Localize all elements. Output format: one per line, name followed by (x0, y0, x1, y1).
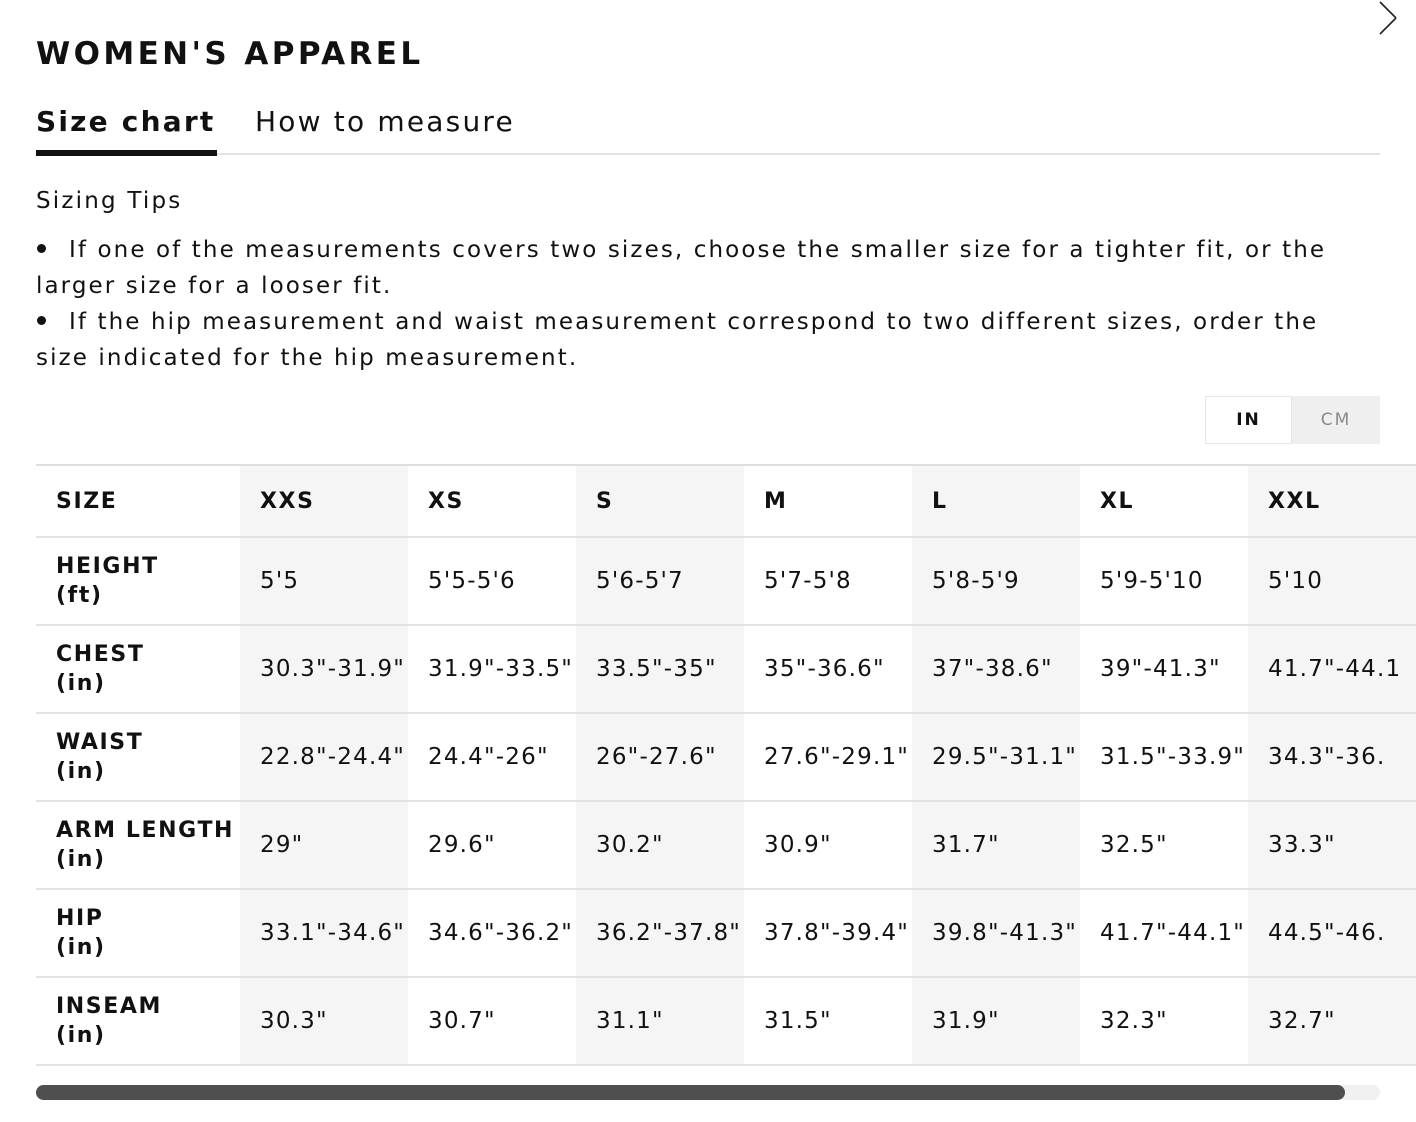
table-cell: 24.4"-26" (408, 713, 576, 801)
size-table (36, 464, 1416, 1066)
table-cell: 30.7" (408, 977, 576, 1065)
table-cell: 31.1" (576, 977, 744, 1065)
column-header: XXS (240, 465, 408, 537)
table-cell: 29.6" (408, 801, 576, 889)
table-cell: 31.5" (744, 977, 912, 1065)
row-header (36, 889, 240, 977)
row-unit: (in) (56, 847, 106, 872)
table-row (36, 625, 1416, 713)
table-cell: 27.6"-29.1" (744, 713, 912, 801)
row-label: HEIGHT (56, 554, 159, 579)
table-cell: 31.9" (912, 977, 1080, 1065)
column-header: XL (1080, 465, 1248, 537)
table-cell: 30.3" (240, 977, 408, 1065)
table-row (36, 537, 1416, 625)
table-cell: 36.2"-37.8" (576, 889, 744, 977)
table-cell: 39.8"-41.3" (912, 889, 1080, 977)
table-header-row (36, 465, 1416, 537)
tip-item (36, 304, 1380, 376)
close-icon (1376, 0, 1396, 34)
size-table-container (36, 464, 1402, 1066)
column-header: XS (408, 465, 576, 537)
row-header (36, 625, 240, 713)
column-header: XXL (1248, 465, 1416, 537)
row-header (36, 537, 240, 625)
table-cell: 34.6"-36.2" (408, 889, 576, 977)
table-cell: 5'5-5'6 (408, 537, 576, 625)
table-cell: 35"-36.6" (744, 625, 912, 713)
row-unit: (in) (56, 671, 106, 696)
table-row (36, 977, 1416, 1065)
table-cell: 5'5 (240, 537, 408, 625)
row-unit: (in) (56, 1023, 106, 1048)
table-cell: 41.7"-44.1 (1248, 625, 1416, 713)
table-row (36, 713, 1416, 801)
table-cell: 30.3"-31.9" (240, 625, 408, 713)
table-cell: 31.9"-33.5" (408, 625, 576, 713)
table-cell: 5'9-5'10 (1080, 537, 1248, 625)
bullet-icon (37, 244, 46, 253)
unit-toggle (1205, 396, 1380, 444)
table-cell: 33.3" (1248, 801, 1416, 889)
close-button[interactable] (1376, 0, 1396, 34)
table-cell: 30.2" (576, 801, 744, 889)
table-cell: 34.3"-36. (1248, 713, 1416, 801)
table-cell: 31.7" (912, 801, 1080, 889)
table-cell: 5'10 (1248, 537, 1416, 625)
table-cell: 41.7"-44.1" (1080, 889, 1248, 977)
table-cell: 33.1"-34.6" (240, 889, 408, 977)
row-label: INSEAM (56, 994, 162, 1019)
table-cell: 33.5"-35" (576, 625, 744, 713)
table-cell: 44.5"-46. (1248, 889, 1416, 977)
table-cell: 39"-41.3" (1080, 625, 1248, 713)
row-unit: (in) (56, 935, 106, 960)
scrollbar-thumb[interactable] (36, 1085, 1345, 1100)
bullet-icon (37, 316, 46, 325)
table-row (36, 889, 1416, 977)
table-cell: 31.5"-33.9" (1080, 713, 1248, 801)
row-label: CHEST (56, 642, 145, 667)
table-cell: 37.8"-39.4" (744, 889, 912, 977)
tip-text: If the hip measurement and waist measurement correspond to two different sizes, order the size indicated for the hip measurement. (36, 309, 1319, 371)
column-header: S (576, 465, 744, 537)
tip-item (36, 232, 1380, 304)
table-cell: 5'6-5'7 (576, 537, 744, 625)
table-cell: 29.5"-31.1" (912, 713, 1080, 801)
row-header (36, 713, 240, 801)
table-cell: 22.8"-24.4" (240, 713, 408, 801)
row-header (36, 801, 240, 889)
table-cell: 5'8-5'9 (912, 537, 1080, 625)
table-cell: 32.5" (1080, 801, 1248, 889)
column-header-size: SIZE (36, 465, 240, 537)
sizing-tips-list (36, 232, 1380, 376)
tip-text: If one of the measurements covers two sizes, choose the smaller size for a tighter fit, or the larger size for a looser fit. (36, 237, 1327, 299)
table-cell: 30.9" (744, 801, 912, 889)
column-header: M (744, 465, 912, 537)
table-cell: 29" (240, 801, 408, 889)
row-label: ARM LENGTH (56, 818, 235, 843)
column-header: L (912, 465, 1080, 537)
table-cell: 26"-27.6" (576, 713, 744, 801)
table-cell: 32.3" (1080, 977, 1248, 1065)
tab-size-chart[interactable]: Size chart (36, 103, 215, 155)
page-title: WOMEN'S APPAREL (36, 36, 424, 72)
unit-cm-button[interactable]: CM (1292, 396, 1380, 444)
row-label: HIP (56, 906, 104, 931)
tab-bar (36, 103, 1380, 155)
sizing-tips-heading: Sizing Tips (36, 188, 183, 214)
row-unit: (in) (56, 759, 106, 784)
row-unit: (ft) (56, 583, 103, 608)
table-row (36, 801, 1416, 889)
row-label: WAIST (56, 730, 144, 755)
table-cell: 5'7-5'8 (744, 537, 912, 625)
row-header (36, 977, 240, 1065)
tab-how-to-measure[interactable]: How to measure (255, 105, 515, 138)
table-cell: 37"-38.6" (912, 625, 1080, 713)
unit-in-button[interactable]: IN (1205, 396, 1292, 444)
table-cell: 32.7" (1248, 977, 1416, 1065)
horizontal-scrollbar[interactable] (36, 1085, 1380, 1100)
